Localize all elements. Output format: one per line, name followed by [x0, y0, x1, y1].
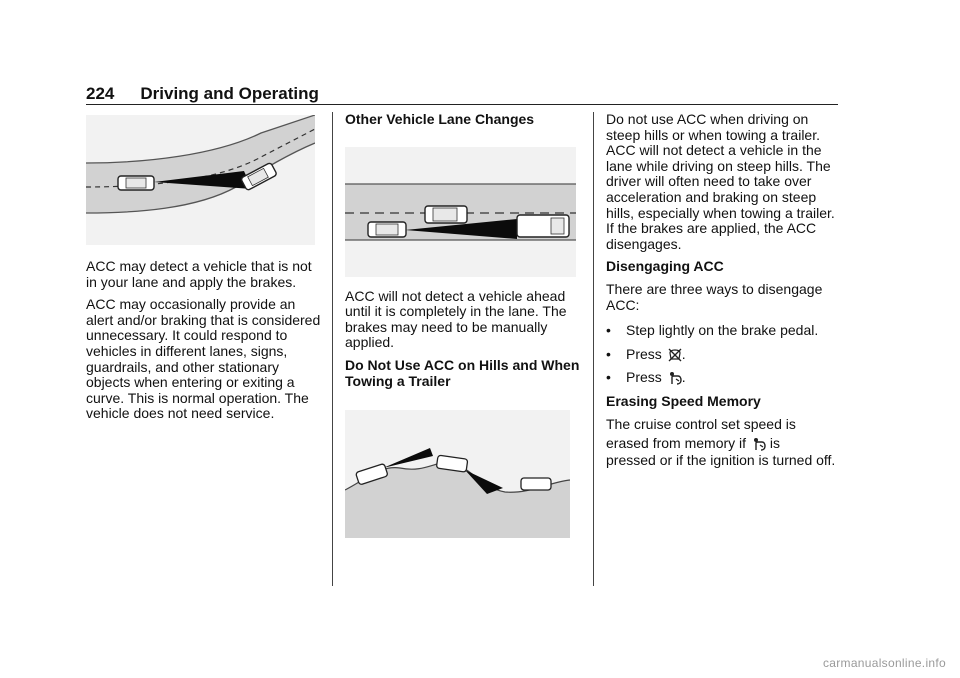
list-item [606, 347, 842, 363]
column-3 [606, 112, 842, 475]
cruise-control-icon [668, 371, 682, 385]
lane-change-illustration [345, 147, 576, 277]
bullet-period: . [681, 345, 686, 362]
steep-hills-illustration [345, 410, 570, 538]
column-divider-2 [593, 112, 594, 586]
bullet-text: Press [626, 345, 662, 362]
section-title: Driving and Operating [140, 84, 319, 103]
list-item [606, 370, 842, 386]
own-vehicle [118, 176, 154, 190]
header-rule [86, 104, 838, 105]
own-vehicle [368, 222, 406, 237]
erase-line-2b: is [769, 435, 780, 452]
col2-paragraph-lane: ACC will not detect a vehicle ahead until it is completely in the lane. The brakes may need to be manually applied. [345, 287, 567, 351]
disengage-intro: There are three ways to disengage ACC: [606, 280, 823, 313]
bullet-text: Step lightly on the brake pedal. [626, 322, 819, 339]
column-divider-1 [332, 112, 333, 586]
erase-line-2a: erased from memory if [606, 435, 747, 452]
bullet-marker: • [606, 322, 611, 339]
column-1 [86, 115, 322, 429]
column-2 [345, 112, 583, 538]
erase-line-1: The cruise control set speed is [606, 415, 796, 432]
cruise-cancel-icon [668, 348, 682, 362]
curve-road-illustration [86, 115, 315, 245]
list-item [606, 323, 842, 339]
heading-lane-changes: Other Vehicle Lane Changes [345, 111, 535, 127]
bullet-marker: • [606, 345, 611, 362]
page-number: 224 [86, 84, 115, 103]
heading-disengaging-acc: Disengaging ACC [606, 258, 724, 275]
merging-vehicle [425, 206, 467, 223]
watermark: carmanualsonline.info [822, 656, 946, 670]
bullet-text: Press [626, 369, 662, 386]
heading-hills: Do Not Use ACC on Hills and When Towing a Trailer [345, 356, 580, 389]
cruise-control-icon [752, 437, 766, 451]
vehicle-ahead [517, 215, 569, 237]
erase-line-3: pressed or if the ignition is turned off. [606, 451, 836, 468]
page-header [86, 84, 319, 104]
col1-paragraph-2: ACC may occasionally provide an alert and/or braking that is considered unnecessary. It could respond to vehicles in different lanes, signs, guardrails, and other stationary objects when entering or exiting a curve. This is normal operation. The vehicle does not need service. [86, 296, 321, 422]
col1-paragraph-1: ACC may detect a vehicle that is not in your lane and apply the brakes. [86, 258, 312, 290]
col3-paragraph-hills: Do not use ACC when driving on steep hills or when towing a trailer. ACC will not detect a vehicle in the lane while driving on steep hills. The driver will often need to take over acceleration and braking on steep hills, especially when towing a trailer. If the brakes are applied, the ACC disengages. [606, 111, 835, 252]
heading-erasing-speed-memory: Erasing Speed Memory [606, 392, 761, 409]
vehicle-in-valley [521, 478, 551, 490]
bullet-marker: • [606, 369, 611, 386]
bullet-period: . [681, 369, 686, 386]
